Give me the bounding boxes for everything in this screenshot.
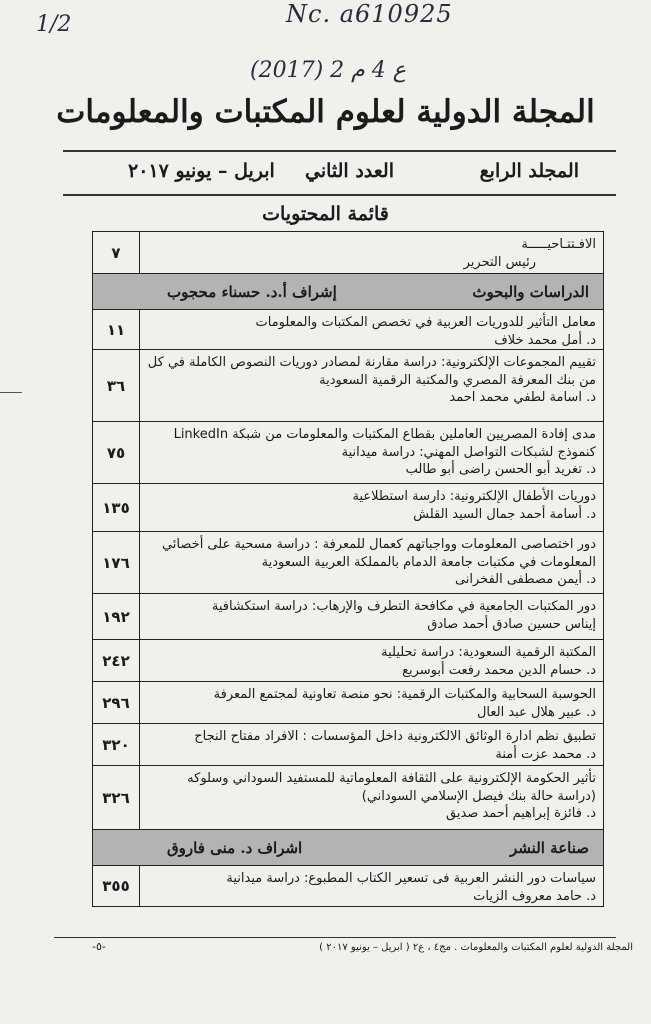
toc-entry-author: د. عبير هلال عبد العال xyxy=(476,704,596,720)
toc-page-number: ٣٦ xyxy=(93,350,140,421)
journal-title: المجلة الدولية لعلوم المكتبات والمعلومات xyxy=(56,94,595,130)
toc-entry xyxy=(140,594,603,639)
toc-entry xyxy=(140,532,603,593)
issue-date: ابريل – يونيو ٢٠١٧ xyxy=(128,160,275,182)
toc-entry xyxy=(140,766,603,829)
margin-mark xyxy=(0,392,22,393)
toc-row xyxy=(93,422,603,484)
toc-page-number: ١٩٢ xyxy=(93,594,140,639)
toc-row-editorial xyxy=(93,232,603,274)
toc-entry-title: معامل التأثير للدوريات العربية في تخصص المكتبات والمعلومات xyxy=(255,315,596,330)
section-header-research xyxy=(93,274,603,310)
toc-entry-title: مدى إفادة المصريين العاملين بقطاع المكتبات والمعلومات من شبكة LinkedIn كنموذج لشبكات التواصل المهني: دراسة ميدانية xyxy=(173,427,596,460)
toc-entry-author: د. حسام الدين محمد رفعت أبوسريع xyxy=(402,662,596,678)
toc-entry-author: د. حامد معروف الزيات xyxy=(473,888,596,904)
toc-entry-title: سياسات دور النشر العربية فى تسعير الكتاب المطبوع: دراسة ميدانية xyxy=(226,871,596,886)
toc-entry-author: رئيس التحرير xyxy=(463,254,536,270)
section-name: الدراسات والبحوث xyxy=(472,282,589,301)
handwritten-date-note: (2017) 2 ع 4 م xyxy=(250,58,406,83)
toc-entry-author: إيناس حسين صادق أحمد صادق xyxy=(427,616,596,632)
toc-row xyxy=(93,484,603,532)
footer-citation: المجلة الدولية لعلوم المكتبات والمعلومات . مج٤ ، ع٢ ( ابريل – يونيو ٢٠١٧ ) xyxy=(319,942,633,953)
toc-entry-title: تطبيق نظم ادارة الوثائق الالكترونية داخل المؤسسات : الافراد مفتاح النجاح xyxy=(194,729,596,744)
toc-page-number: ٣٢٠ xyxy=(93,724,140,765)
section-supervisor: اشراف د. منى فاروق xyxy=(167,838,303,857)
toc-entry-author: د. محمد عزت أمنة xyxy=(495,746,596,762)
toc-row xyxy=(93,724,603,766)
toc-page-number: ٢٤٢ xyxy=(93,640,140,681)
toc-page-number: ٣٢٦ xyxy=(93,766,140,829)
toc-page-number: ١٣٥ xyxy=(93,484,140,531)
toc-row xyxy=(93,310,603,350)
toc-entry-title: دوريات الأطفال الإلكترونية: دارسة استطلاعية xyxy=(352,489,596,504)
issue-volume: المجلد الرابع xyxy=(479,160,579,182)
toc-entry-title: الحوسبة السحابية والمكتبات الرقمية: نحو منصة تعاونية لمجتمع المعرفة xyxy=(213,687,596,702)
toc-page-number: ١١ xyxy=(93,310,140,349)
contents-heading: قائمة المحتويات xyxy=(262,203,389,225)
footer-rule xyxy=(54,937,616,938)
toc-entry xyxy=(140,350,603,421)
handwritten-page-marker: 1/2 xyxy=(36,12,72,37)
toc-entry-title: دور اختصاصى المعلومات وواجباتهم كعمال للمعرفة : دراسة مسحية على أخصائي المعلومات في مكتبات جامعة الدمام بالمملكة العربية السعودية xyxy=(161,537,596,570)
section-header-publishing xyxy=(93,830,603,866)
toc-page-number: ٢٩٦ xyxy=(93,682,140,723)
toc-row xyxy=(93,766,603,830)
toc-entry-author: د. تغريد أبو الحسن راضى أبو طالب xyxy=(405,462,596,477)
header-rule-bottom xyxy=(63,194,616,196)
table-of-contents xyxy=(92,231,604,907)
toc-row xyxy=(93,640,603,682)
toc-row xyxy=(93,866,603,906)
handwritten-acquisition-number: Nc. a610925 xyxy=(286,0,453,28)
toc-row xyxy=(93,682,603,724)
header-rule-top xyxy=(63,150,616,152)
toc-entry-author: د. اسامة لطفي محمد احمد xyxy=(449,390,596,405)
issue-number: العدد الثاني xyxy=(305,160,394,182)
toc-entry-title: تأثير الحكومة الإلكترونية على الثقافة المعلوماتية للمستفيد السوداني وسلوكه (دراسة حالة بنك فيصل الإسلامي السوداني) xyxy=(187,771,596,804)
toc-entry xyxy=(140,724,603,765)
toc-entry xyxy=(140,682,603,723)
toc-entry-author: د. أمل محمد خلاف xyxy=(494,332,596,348)
toc-entry-author: د. أيمن مصطفى الفخرانى xyxy=(454,572,596,587)
toc-entry xyxy=(140,232,603,273)
toc-page-number: ٧ xyxy=(93,232,140,273)
section-supervisor: إشراف أ.د. حسناء محجوب xyxy=(167,282,337,301)
toc-page-number: ٣٥٥ xyxy=(93,866,140,906)
toc-entry xyxy=(140,866,603,906)
toc-row xyxy=(93,350,603,422)
toc-entry-title: دور المكتبات الجامعية في مكافحة التطرف والإرهاب: دراسة استكشافية xyxy=(211,599,596,614)
footer-page-number: -٥- xyxy=(92,940,106,953)
toc-entry-title: الافـتتـاحيـــــة xyxy=(521,237,596,252)
toc-page-number: ٧٥ xyxy=(93,422,140,483)
section-name: صناعة النشر xyxy=(510,838,589,857)
toc-entry-title: تقييم المجموعات الإلكترونية: دراسة مقارنة لمصادر دوريات النصوص الكاملة في كل من بنك المعرفة المصري والمكتبة الرقمية السعودية xyxy=(147,355,596,388)
toc-entry xyxy=(140,422,603,483)
toc-entry xyxy=(140,484,603,531)
toc-page-number: ١٧٦ xyxy=(93,532,140,593)
toc-entry-author: د. أسامة أحمد جمال السيد القلش xyxy=(413,506,596,522)
toc-entry xyxy=(140,310,603,349)
toc-entry-title: المكتبة الرقمية السعودية: دراسة تحليلية xyxy=(381,645,596,660)
toc-row xyxy=(93,594,603,640)
toc-row xyxy=(93,532,603,594)
toc-entry-author: د. فائزة إبراهيم أحمد صديق xyxy=(446,806,596,821)
toc-entry xyxy=(140,640,603,681)
